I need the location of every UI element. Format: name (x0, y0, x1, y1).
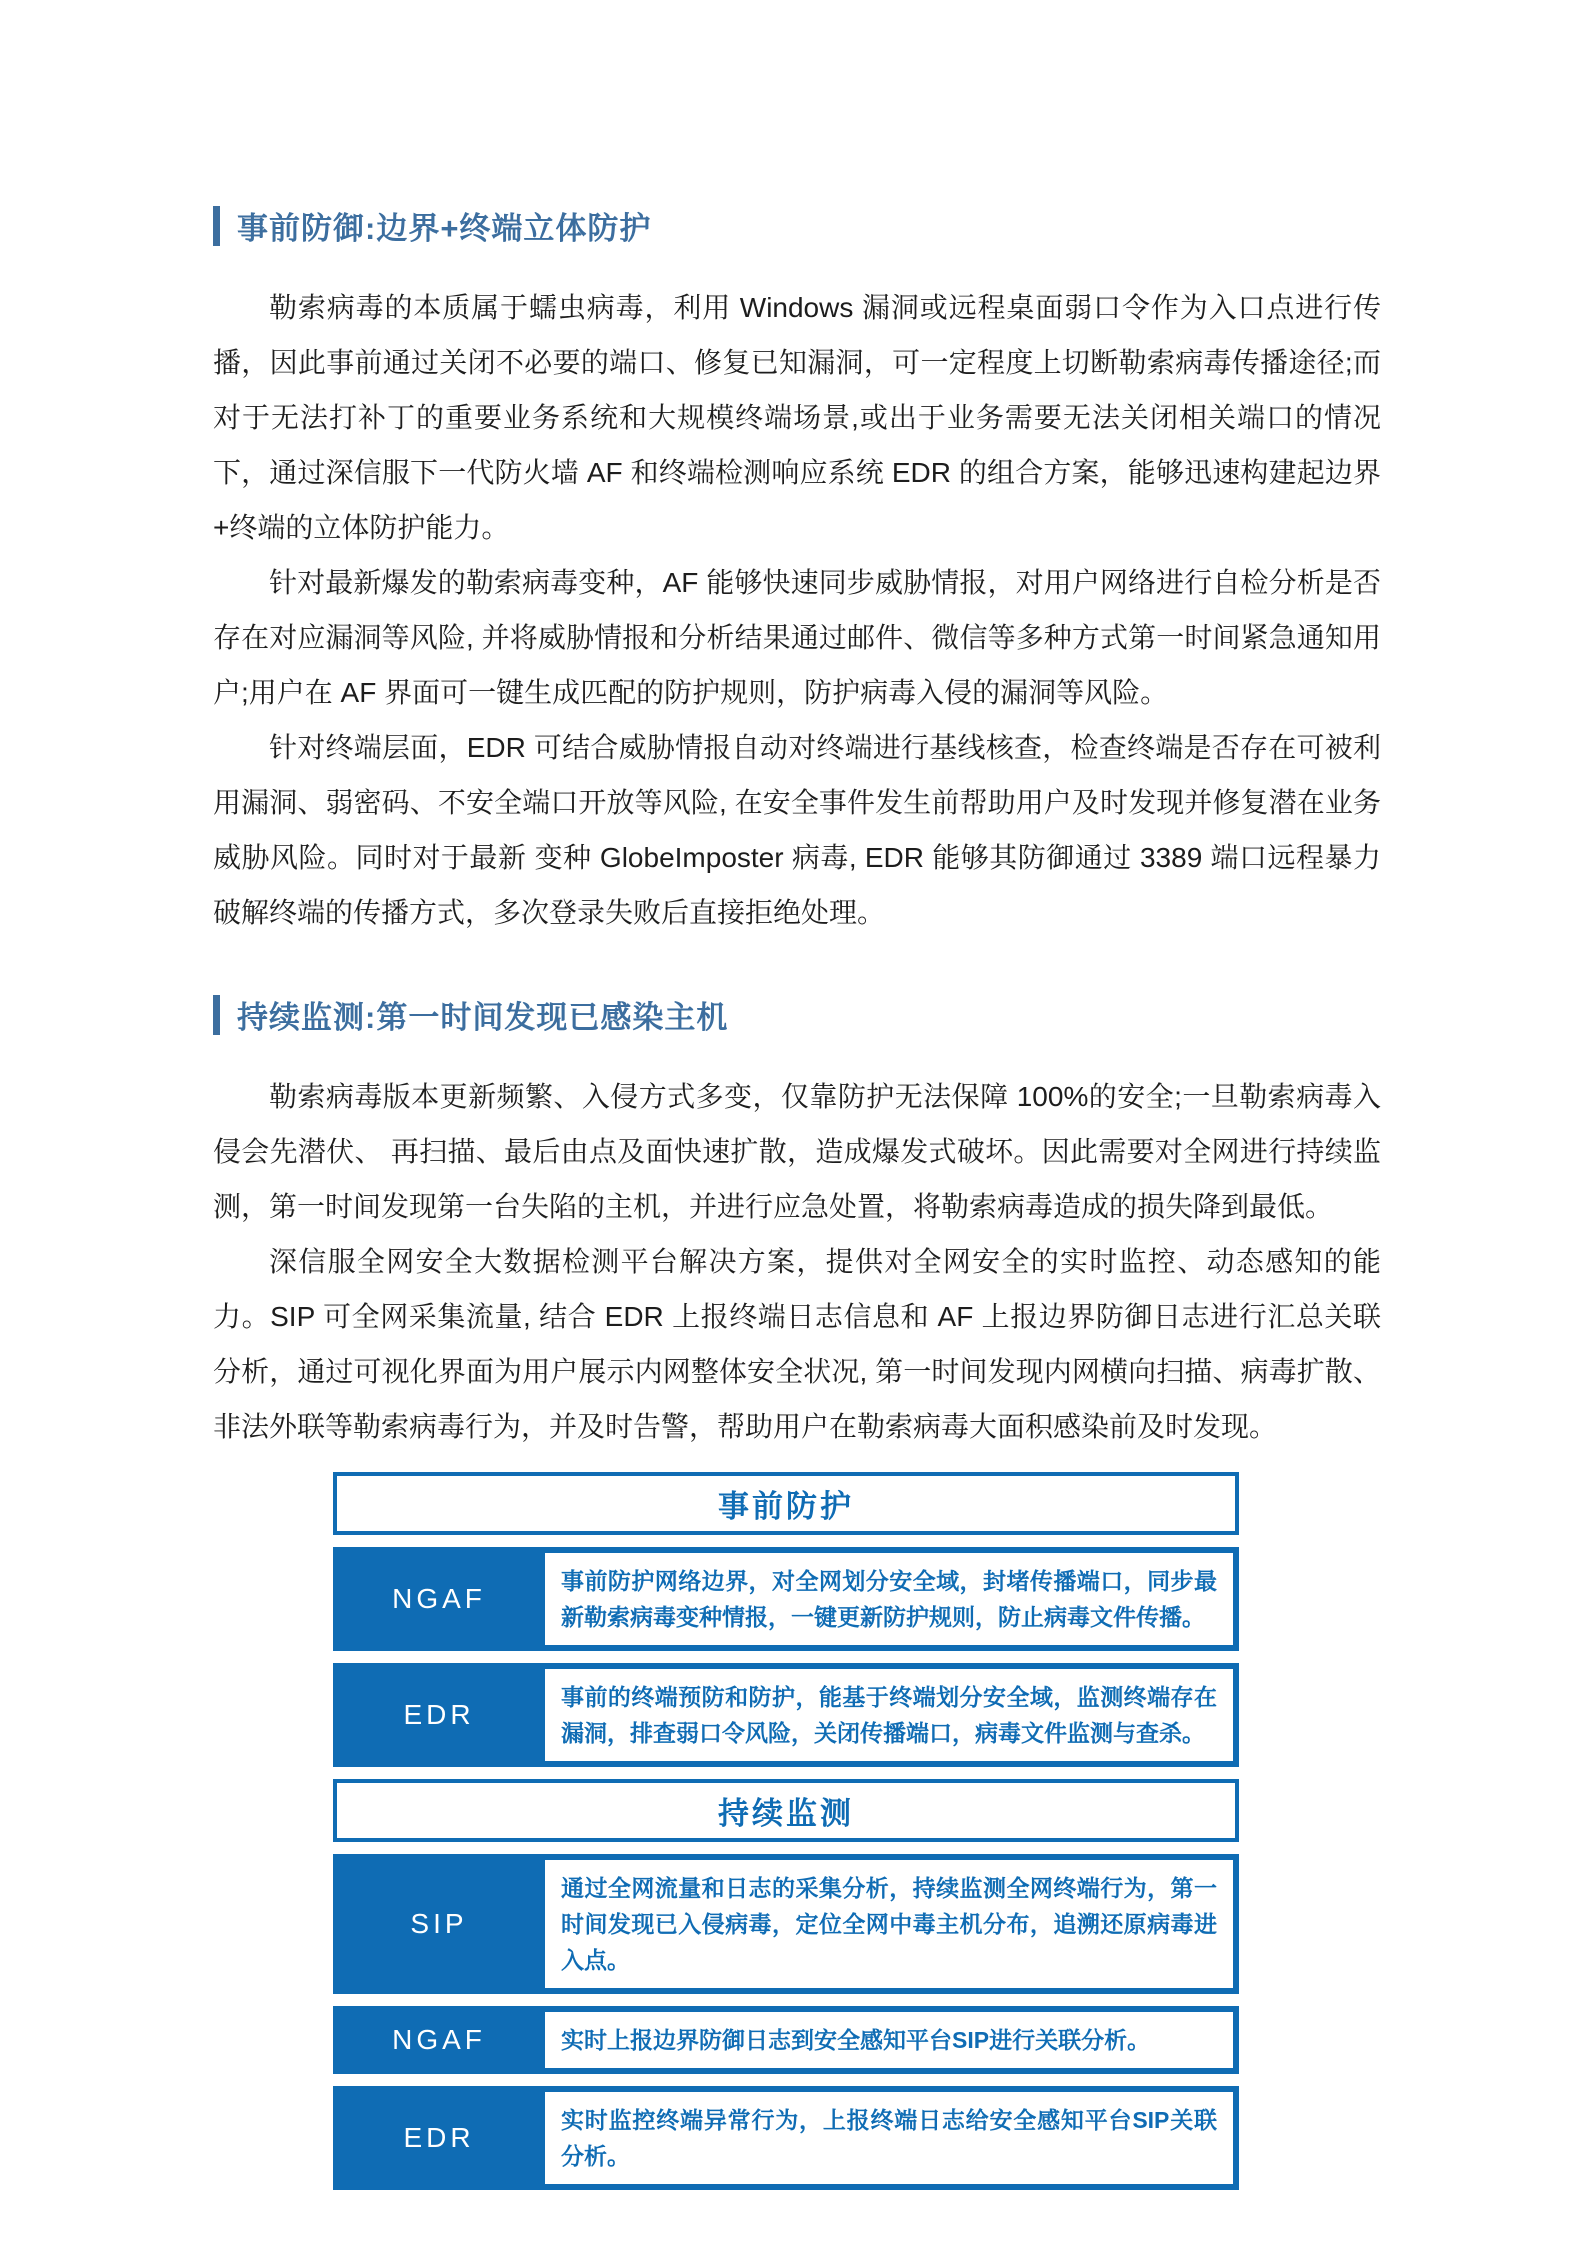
heading-bar-icon (213, 995, 220, 1035)
table-row-desc (545, 2092, 1233, 2184)
table-row-desc-text: 事前的终端预防和防护，能基于终端划分安全域，监测终端存在漏洞，排查弱口令风险，关闭传播端口，病毒文件监测与查杀。 (561, 1684, 1217, 1746)
table-row-label: EDR (403, 1699, 475, 1730)
table-row-desc-wrap (545, 2006, 1239, 2074)
table-row-desc-text: 通过全网流量和日志的采集分析，持续监测全网终端行为，第一时间发现已入侵病毒，定位全网中毒主机分布，追溯还原病毒进入点。 (561, 1875, 1217, 1973)
table-row-desc (545, 2012, 1233, 2068)
paragraph: 深信服全网安全大数据检测平台解决方案，提供对全网安全的实时监控、动态感知的能力。SIP 可全网采集流量, 结合 EDR 上报终端日志信息和 AF 上报边界防御日志进行汇总关联分析，通过可视化界面为用户展示内网整体安全状况, 第一时间发现内网横向扫描、病毒扩散、非法外联等勒索病毒行为，并及时告警，帮助用户在勒索病毒大面积感染前及时发现。 (213, 1246, 1381, 1442)
table-row-sip-monitoring (333, 1854, 1239, 1994)
paragraph: 勒索病毒版本更新频繁、入侵方式多变，仅靠防护无法保障 100%的安全;一旦勒索病毒入侵会先潜伏、 再扫描、最后由点及面快速扩散，造成爆发式破坏。因此需要对全网进行持续监测，第一时间发现第一台失陷的主机，并进行应急处置，将勒索病毒造成的损失降到最低。 (213, 1081, 1381, 1222)
paragraph: 针对终端层面，EDR 可结合威胁情报自动对终端进行基线核查，检查终端是否存在可被利用漏洞、弱密码、不安全端口开放等风险, 在安全事件发生前帮助用户及时发现并修复潜在业务威胁风险。同时对于最新 变种 GlobeImposter 病毒, EDR 能够其防御通过 3389 端口远程暴力破解终端的传播方式，多次登录失败后直接拒绝处理。 (213, 732, 1381, 928)
table-group-header-prevention (333, 1472, 1239, 1535)
section-heading-text: 持续监测:第一时间发现已感染主机 (237, 1000, 729, 1035)
table-row-desc-wrap (545, 1547, 1239, 1651)
table-row-edr-prevention (333, 1663, 1239, 1767)
section-heading-prevention (213, 203, 1381, 248)
table-row-label: NGAF (392, 1583, 486, 1614)
table-group-header-monitoring (333, 1779, 1239, 1842)
table-row-desc-text: 事前防护网络边界，对全网划分安全域，封堵传播端口，同步最新勒索病毒变种情报，一键更新防护规则，防止病毒文件传播。 (561, 1568, 1217, 1630)
heading-bar-icon (213, 206, 220, 246)
section-heading-text: 事前防御:边界+终端立体防护 (237, 211, 652, 246)
table-row-edr-monitoring (333, 2086, 1239, 2190)
paragraph: 针对最新爆发的勒索病毒变种，AF 能够快速同步威胁情报，对用户网络进行自检分析是否存在对应漏洞等风险, 并将威胁情报和分析结果通过邮件、微信等多种方式第一时间紧急通知用户;用户在 AF 界面可一键生成匹配的防护规则，防护病毒入侵的漏洞等风险。 (213, 567, 1381, 708)
table-row-desc-text: 实时监控终端异常行为，上报终端日志给安全感知平台SIP关联分析。 (561, 2107, 1217, 2169)
table-row-desc-wrap (545, 2086, 1239, 2190)
table-row-desc-wrap (545, 1663, 1239, 1767)
table-row-label: NGAF (392, 2024, 486, 2055)
paragraph: 勒索病毒的本质属于蠕虫病毒，利用 Windows 漏洞或远程桌面弱口令作为入口点进行传播，因此事前通过关闭不必要的端口、修复已知漏洞，可一定程度上切断勒索病毒传播途径;而对于无法打补丁的重要业务系统和大规模终端场景,或出于业务需要无法关闭相关端口的情况下，通过深信服下一代防火墙 AF 和终端检测响应系统 EDR 的组合方案，能够迅速构建起边界+终端的立体防护能力。 (213, 292, 1381, 543)
table-row-label: EDR (403, 2122, 475, 2153)
table-row-desc (545, 1669, 1233, 1761)
table-row-desc (545, 1860, 1233, 1988)
table-row-ngaf-monitoring (333, 2006, 1239, 2074)
table-row-desc (545, 1553, 1233, 1645)
section-heading-monitoring (213, 992, 1381, 1037)
table-row-label: SIP (410, 1908, 468, 1939)
table-row-desc-text: 实时上报边界防御日志到安全感知平台SIP进行关联分析。 (561, 2027, 1151, 2053)
document-page (213, 0, 1381, 2202)
table-group-header-text: 事前防护 (718, 1489, 854, 1524)
table-group-header-text: 持续监测 (718, 1796, 854, 1831)
table-row-ngaf-prevention (333, 1547, 1239, 1651)
solution-table (333, 1472, 1239, 2190)
table-row-desc-wrap (545, 1854, 1239, 1994)
